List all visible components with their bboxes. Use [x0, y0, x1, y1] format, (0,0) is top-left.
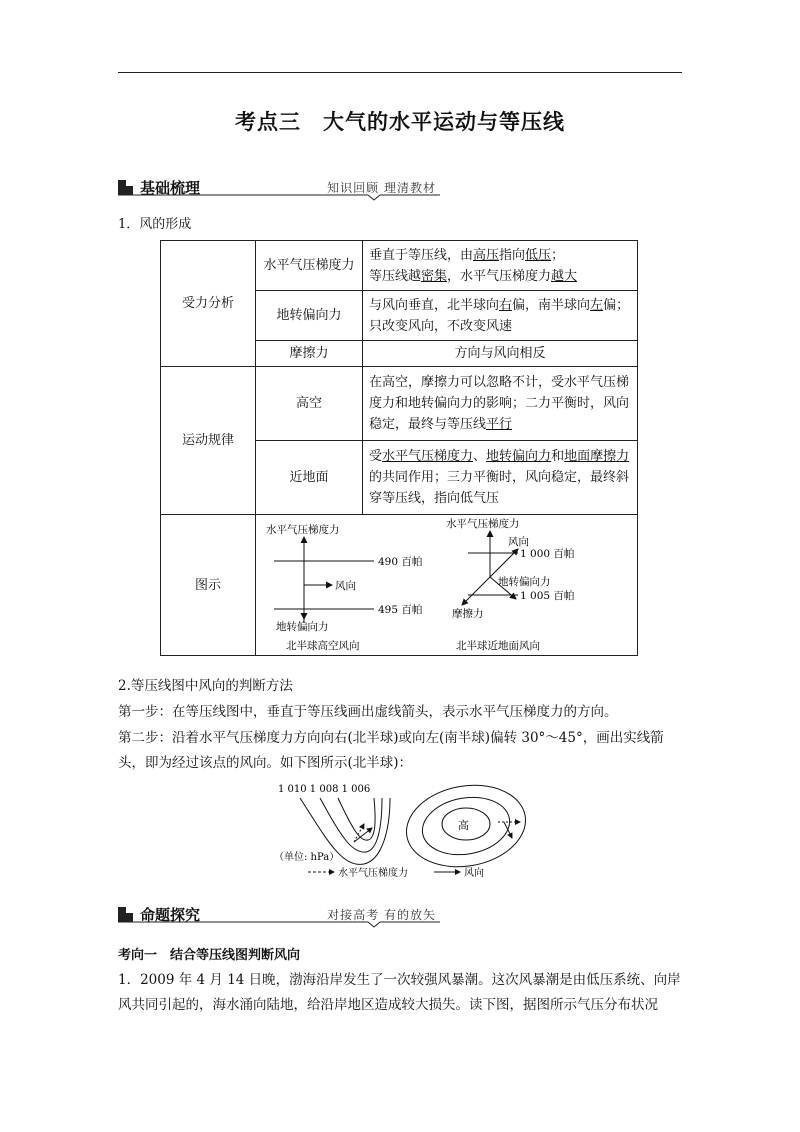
step2: 第二步：沿着水平气压梯度力方向向右(北半球)或向左(南半球)偏转 30°～45°，画出实线箭头，即为经过该点的风向。如下图所示(北半球)：	[118, 730, 664, 771]
direction-heading: 考向一 结合等压线图判断风向	[118, 948, 301, 963]
section-underline	[118, 192, 440, 202]
page-title: 考点三 大气的水平运动与等压线	[235, 110, 565, 134]
cell-pgf-desc: 垂直于等压线，由高压指向低压； 等压线越密集，水平气压梯度力越大	[363, 241, 638, 291]
section-header-basics	[118, 176, 440, 202]
cell-friction-desc: 方向与风向相反	[363, 341, 638, 367]
section-underline	[118, 919, 440, 929]
label-friction: 摩擦力	[452, 608, 484, 620]
cell-ground-label: 近地面	[256, 441, 363, 515]
row-label-motion: 运动规律	[161, 367, 256, 515]
cell-high-label: 高空	[256, 367, 363, 441]
section-title: 命题探究	[140, 906, 201, 924]
wind-diagrams	[256, 515, 631, 655]
label-1005: 1 005 百帕	[520, 590, 575, 602]
section-subtitle: 对接高考 有的放矢	[327, 908, 436, 922]
section-header-exam	[118, 903, 440, 929]
question-1: 1．2009 年 4 月 14 日晚，渤海沿岸发生了一次较强风暴潮。这次风暴潮是由低压系统、向岸风共同引起的，海水涌向陆地，给沿岸地区造成较大损失。读下图，据图所示气压分布状况	[118, 972, 681, 1013]
upper-air-diagram	[266, 523, 422, 652]
legend-pgf: 水平气压梯度力	[338, 868, 408, 879]
cell-pgf-label: 水平气压梯度力	[256, 241, 363, 291]
wind-arrow-2	[504, 822, 512, 838]
label-wind: 风向	[335, 580, 356, 592]
isobar-curve-2	[320, 798, 382, 852]
item2-heading: 2.等压线图中风向的判断方法	[118, 678, 293, 694]
caption-right: 北半球近地面风向	[456, 640, 540, 652]
label-wind-right: 风向	[508, 536, 529, 548]
cell-diagrams	[256, 515, 638, 656]
section-subtitle: 知识回顾 理清教材	[327, 181, 436, 195]
wind-formation-table	[160, 240, 638, 656]
label-coriolis-right: 地转偏向力	[498, 576, 551, 588]
arrow-friction	[462, 577, 490, 605]
isobar-curve-3	[338, 798, 375, 840]
cell-coriolis-desc: 与风向垂直，北半球向右偏，南半球向左偏；只改变风向，不改变风速	[363, 291, 638, 341]
header-rule	[118, 72, 682, 73]
surface-diagram	[446, 517, 574, 652]
label-490: 490 百帕	[378, 556, 423, 568]
legend-wind: 风向	[464, 868, 484, 879]
row-label-diagram: 图示	[161, 515, 256, 656]
cell-high-desc: 在高空，摩擦力可以忽略不计，受水平气压梯度力和地转偏向力的影响；二力平衡时，风向稳定，最终与等压线平行	[363, 367, 638, 441]
cell-coriolis-label: 地转偏向力	[256, 291, 363, 341]
cell-ground-desc: 受水平气压梯度力、地转偏向力和地面摩擦力的共同作用；三力平衡时，风向稳定，最终斜穿等压线，指向低气压	[363, 441, 638, 515]
label-495: 495 百帕	[378, 604, 423, 616]
isobar-values: 1 010 1 008 1 006	[278, 784, 371, 795]
step1: 第一步：在等压线图中，垂直于等压线画出虚线箭头，表示水平气压梯度力的方向。	[118, 704, 618, 720]
label-pgf-right: 水平气压梯度力	[446, 518, 520, 530]
label-high: 高	[458, 819, 469, 832]
caption-left: 北半球高空风向	[286, 640, 360, 652]
label-coriolis: 地转偏向力	[276, 621, 329, 633]
unit-label: （单位: hPa）	[274, 852, 340, 863]
item-heading: 1．风的形成	[118, 217, 192, 232]
isobar-figure	[272, 780, 532, 880]
label-pgf: 水平气压梯度力	[266, 524, 340, 536]
cell-friction-label: 摩擦力	[256, 341, 363, 367]
section-title: 基础梳理	[140, 179, 201, 197]
label-1000: 1 000 百帕	[520, 548, 575, 560]
row-label-force: 受力分析	[161, 241, 256, 367]
